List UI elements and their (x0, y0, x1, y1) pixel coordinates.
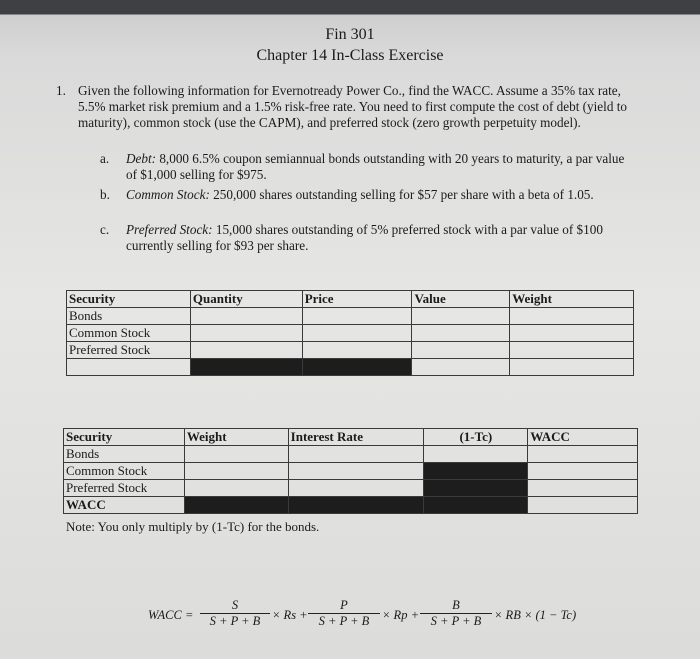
shaded-cell (184, 497, 288, 514)
item-label: a. (100, 151, 110, 166)
answer-cell[interactable] (510, 342, 634, 359)
answer-cell[interactable] (510, 308, 634, 325)
table-row (67, 342, 634, 359)
shaded-cell (190, 359, 302, 376)
row-label: Preferred Stock (64, 480, 185, 497)
total-value-cell[interactable] (412, 359, 510, 376)
item-title: Preferred Stock: (126, 222, 213, 237)
answer-cell[interactable] (302, 308, 412, 325)
item-label: b. (100, 187, 110, 202)
item-a (100, 151, 632, 183)
blank-cell (67, 359, 191, 376)
shaded-cell (424, 463, 528, 480)
row-label: Preferred Stock (67, 342, 191, 359)
item-title: Common Stock: (126, 187, 210, 202)
header-cell: Security (67, 291, 191, 308)
bonds-tax-note: Note: You only multiply by (1-Tc) for the bonds. (66, 519, 320, 534)
wacc-formula (148, 598, 688, 642)
shaded-cell (302, 359, 412, 376)
debt-weight-fraction (420, 598, 492, 629)
answer-cell[interactable] (288, 463, 424, 480)
item-c (100, 222, 632, 254)
answer-cell[interactable] (412, 342, 510, 359)
row-label: Common Stock (67, 325, 191, 342)
row-label: Bonds (64, 446, 185, 463)
equity-weight-fraction (200, 598, 270, 629)
table-header-row (64, 429, 638, 446)
answer-cell[interactable] (510, 325, 634, 342)
table-row (64, 497, 638, 514)
answer-cell[interactable] (412, 325, 510, 342)
answer-cell[interactable] (528, 446, 638, 463)
item-title: Debt: (126, 151, 157, 166)
chapter-title: Chapter 14 In-Class Exercise (256, 47, 444, 64)
table-row (64, 446, 638, 463)
header-cell: Weight (510, 291, 634, 308)
answer-cell[interactable] (184, 463, 288, 480)
answer-cell[interactable] (184, 480, 288, 497)
answer-cell[interactable] (190, 308, 302, 325)
row-label: WACC (64, 497, 185, 514)
preferred-rate-term: × Rp + (382, 608, 420, 622)
answer-cell[interactable] (184, 446, 288, 463)
header-cell: Price (302, 291, 412, 308)
course-title: Fin 301 (325, 26, 375, 43)
formula-lhs: WACC = (148, 608, 194, 622)
table-row (67, 359, 634, 376)
fraction-numerator: B (420, 598, 492, 614)
value-weight-table (66, 290, 634, 376)
table-row (64, 480, 638, 497)
equity-rate-term: × Rs + (272, 608, 308, 622)
total-weight-cell[interactable] (510, 359, 634, 376)
shaded-cell (288, 497, 424, 514)
answer-cell[interactable] (288, 480, 424, 497)
table-row (64, 463, 638, 480)
fraction-denominator: S + P + B (209, 614, 261, 628)
row-label: Bonds (67, 308, 191, 325)
answer-cell[interactable] (288, 446, 424, 463)
header-cell: WACC (528, 429, 638, 446)
item-text: 250,000 shares outstanding selling for $57 per share with a beta of 1.05. (213, 187, 594, 202)
question-number: 1. (56, 83, 66, 98)
answer-cell[interactable] (528, 480, 638, 497)
top-dark-band (0, 0, 700, 14)
header-cell: Security (64, 429, 185, 446)
preferred-weight-fraction (308, 598, 380, 629)
fraction-numerator: P (308, 598, 380, 614)
item-b (100, 187, 632, 203)
shaded-cell (424, 480, 528, 497)
table-row (67, 308, 634, 325)
fraction-denominator: S + P + B (318, 614, 370, 628)
question-text: Given the following information for Evernotready Power Co., find the WACC. Assume a 35% tax rate, 5.5% market risk premium and a 1.5% risk-free rate. You need to first compute the cost of debt (yield to maturity), common stock (use the CAPM), and preferred stock (zero growth perpetuity model). (78, 83, 627, 130)
answer-cell[interactable] (302, 325, 412, 342)
question-1 (56, 83, 646, 130)
item-label: c. (100, 222, 110, 237)
table-header-row (67, 291, 634, 308)
header-cell: Weight (184, 429, 288, 446)
header-cell: Interest Rate (288, 429, 424, 446)
answer-cell[interactable] (302, 342, 412, 359)
header-cell: (1-Tc) (424, 429, 528, 446)
answer-cell[interactable] (424, 446, 528, 463)
fraction-numerator: S (200, 598, 270, 614)
item-text: 15,000 shares outstanding of 5% preferred stock with a par value of $100 currently selling for $93 per share. (126, 222, 603, 253)
item-text: 8,000 6.5% coupon semiannual bonds outstanding with 20 years to maturity, a par value of $1,000 selling for $975. (126, 151, 625, 182)
answer-cell[interactable] (412, 308, 510, 325)
fraction-denominator: S + P + B (430, 614, 482, 628)
table-row (67, 325, 634, 342)
row-label: Common Stock (64, 463, 185, 480)
shaded-cell (424, 497, 528, 514)
wacc-total-cell[interactable] (528, 497, 638, 514)
answer-cell[interactable] (528, 463, 638, 480)
wacc-table (63, 428, 638, 514)
answer-cell[interactable] (190, 325, 302, 342)
header-cell: Quantity (190, 291, 302, 308)
answer-cell[interactable] (190, 342, 302, 359)
header-cell: Value (412, 291, 510, 308)
debt-rate-term: × RB × (1 − Tc) (494, 608, 577, 622)
